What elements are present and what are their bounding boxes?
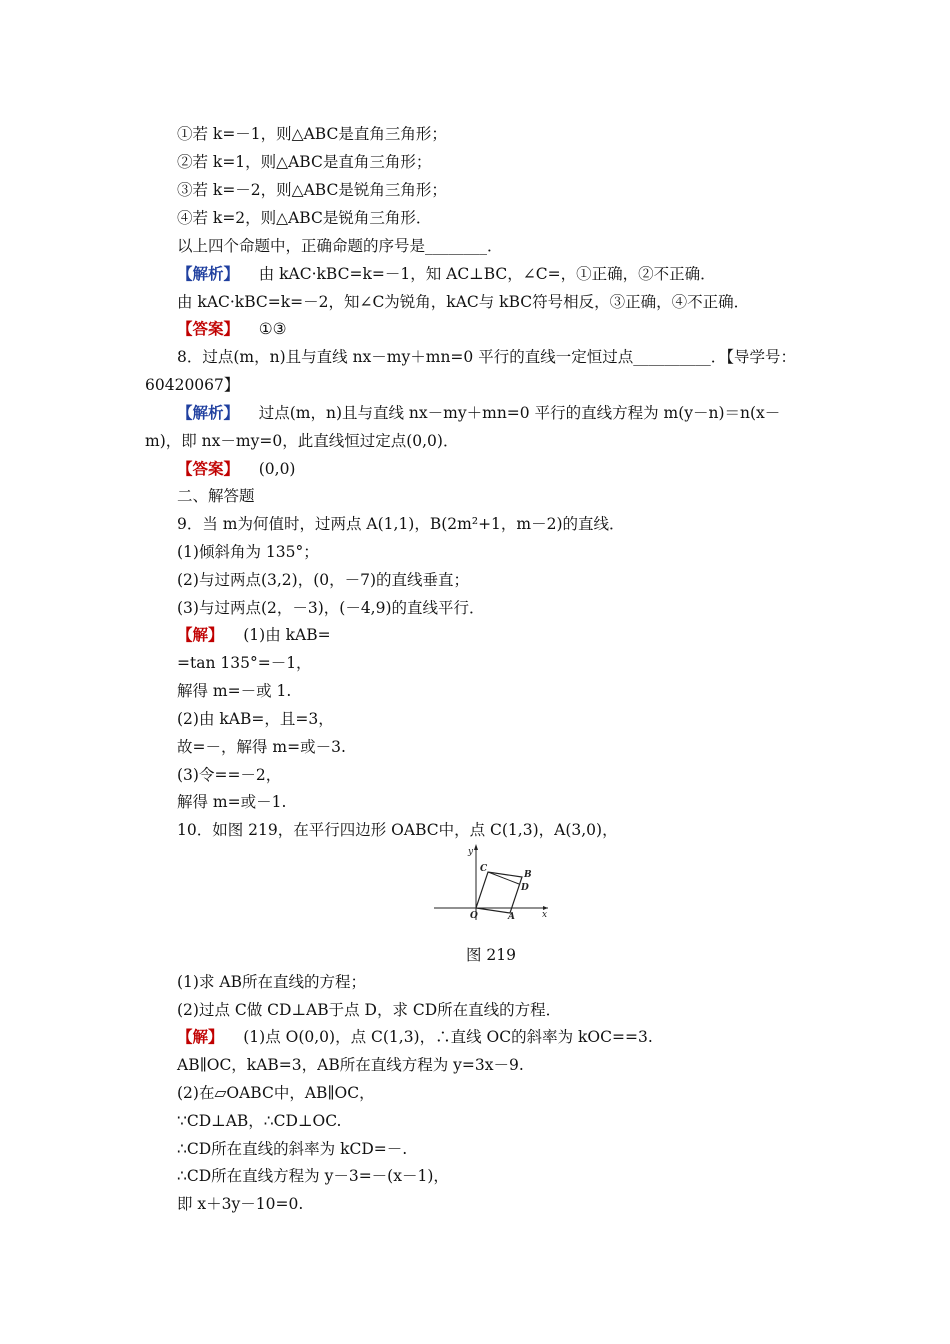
analysis-8-text: 过点(m，n)且与直线 nx－my＋mn=0 平行的直线方程为 m(y－n)＝n(x－ (258, 404, 781, 422)
label-a: A (508, 912, 515, 922)
analysis-8-line-2: m)，即 nx－my=0，此直线恒过定点(0,0)． (145, 432, 459, 450)
answer-8-text: (0,0) (258, 460, 296, 478)
question-9-prompt: 9．当 m为何值时，过两点 A(1,1)，B(2m²+1，m－2)的直线． (177, 515, 625, 533)
answer-8 (177, 458, 295, 480)
solution-10-line-3: (2)在▱OABC中，AB∥OC， (177, 1084, 375, 1102)
section-heading: 二、解答题 (177, 487, 255, 505)
solution-10-line-1 (177, 1026, 653, 1048)
solution-9-line-2: =tan 135°=－1， (177, 654, 312, 672)
solution-9-text: (1)由 kAB= (243, 626, 331, 644)
analysis-7-text: 由 kAC·kBC=k=－1，知 AC⊥BC，∠C=，①正确，②不正确． (258, 265, 716, 283)
solution-9-line-6: (3)令==－2， (177, 766, 282, 784)
proposition-1: ①若 k=－1，则△ABC是直角三角形； (177, 125, 447, 143)
analysis-7-line-1 (177, 263, 716, 285)
analysis-tag: 【解析】 (177, 264, 240, 283)
answer-tag: 【答案】 (177, 459, 240, 478)
proposition-4: ④若 k=2，则△ABC是锐角三角形． (177, 209, 432, 227)
question-8-line-1: 8．过点(m，n)且与直线 nx－my＋mn=0 平行的直线一定恒过点__________．【导学号： (177, 348, 796, 366)
parallelogram-figure (430, 842, 550, 922)
solution-9-line-4: (2)由 kAB=，且=3， (177, 710, 334, 728)
solution-10-line-5: ∴CD所在直线的斜率为 kCD=－. (177, 1140, 408, 1158)
analysis-8-line-1 (177, 402, 780, 424)
question-9-part-1: (1)倾斜角为 135°； (177, 543, 319, 561)
question-8-line-2: 60420067】 (145, 376, 240, 394)
proposition-2: ②若 k=1，则△ABC是直角三角形； (177, 153, 432, 171)
solution-9-line-7: 解得 m=或－1. (177, 793, 287, 811)
solution-tag: 【解】 (177, 625, 224, 644)
analysis-7-line-2: 由 kAC·kBC=k=－2，知∠C为锐角，kAC与 kBC符号相反，③正确，④不正确． (177, 293, 750, 311)
label-y: y (468, 847, 474, 857)
solution-tag: 【解】 (177, 1027, 224, 1046)
solution-10-line-2: AB∥OC，kAB=3，AB所在直线方程为 y=3x－9. (177, 1056, 524, 1074)
answer-tag: 【答案】 (177, 319, 240, 338)
label-d: D (521, 883, 529, 893)
y-axis-arrow-icon (474, 844, 478, 850)
analysis-tag: 【解析】 (177, 403, 240, 422)
solution-10-text: (1)点 O(0,0)，点 C(1,3)，∴直线 OC的斜率为 kOC==3. (243, 1028, 653, 1046)
solution-9-line-5: 故=－，解得 m=或－3. (177, 738, 346, 756)
parallelogram-oabc (476, 872, 522, 913)
solution-10-line-4: ∵CD⊥AB，∴CD⊥OC. (177, 1112, 342, 1130)
answer-7 (177, 318, 287, 340)
label-b: B (524, 870, 532, 880)
label-o: O (470, 911, 478, 921)
label-c: C (480, 864, 488, 874)
question-9-part-2: (2)与过两点(3,2)，(0，－7)的直线垂直； (177, 571, 470, 589)
question-10-part-1: (1)求 AB所在直线的方程； (177, 973, 366, 991)
question-7-prompt: 以上四个命题中，正确命题的序号是________． (177, 237, 503, 255)
solution-9-line-3: 解得 m=－或 1. (177, 682, 292, 700)
solution-9-line-1 (177, 624, 331, 646)
question-9-part-3: (3)与过两点(2，－3)，(－4,9)的直线平行． (177, 599, 485, 617)
figure-caption: 图 219 (466, 946, 517, 964)
answer-7-text: ①③ (258, 320, 287, 338)
solution-10-line-7: 即 x＋3y－10=0. (177, 1195, 304, 1213)
label-x: x (542, 910, 548, 920)
question-10-part-2: (2)过点 C做 CD⊥AB于点 D，求 CD所在直线的方程． (177, 1001, 562, 1019)
solution-10-line-6: ∴CD所在直线方程为 y－3=－(x－1)， (177, 1167, 449, 1185)
question-10-prompt: 10．如图 219，在平行四边形 OABC中，点 C(1,3)，A(3,0)， (177, 821, 618, 839)
proposition-3: ③若 k=－2，则△ABC是锐角三角形； (177, 181, 447, 199)
